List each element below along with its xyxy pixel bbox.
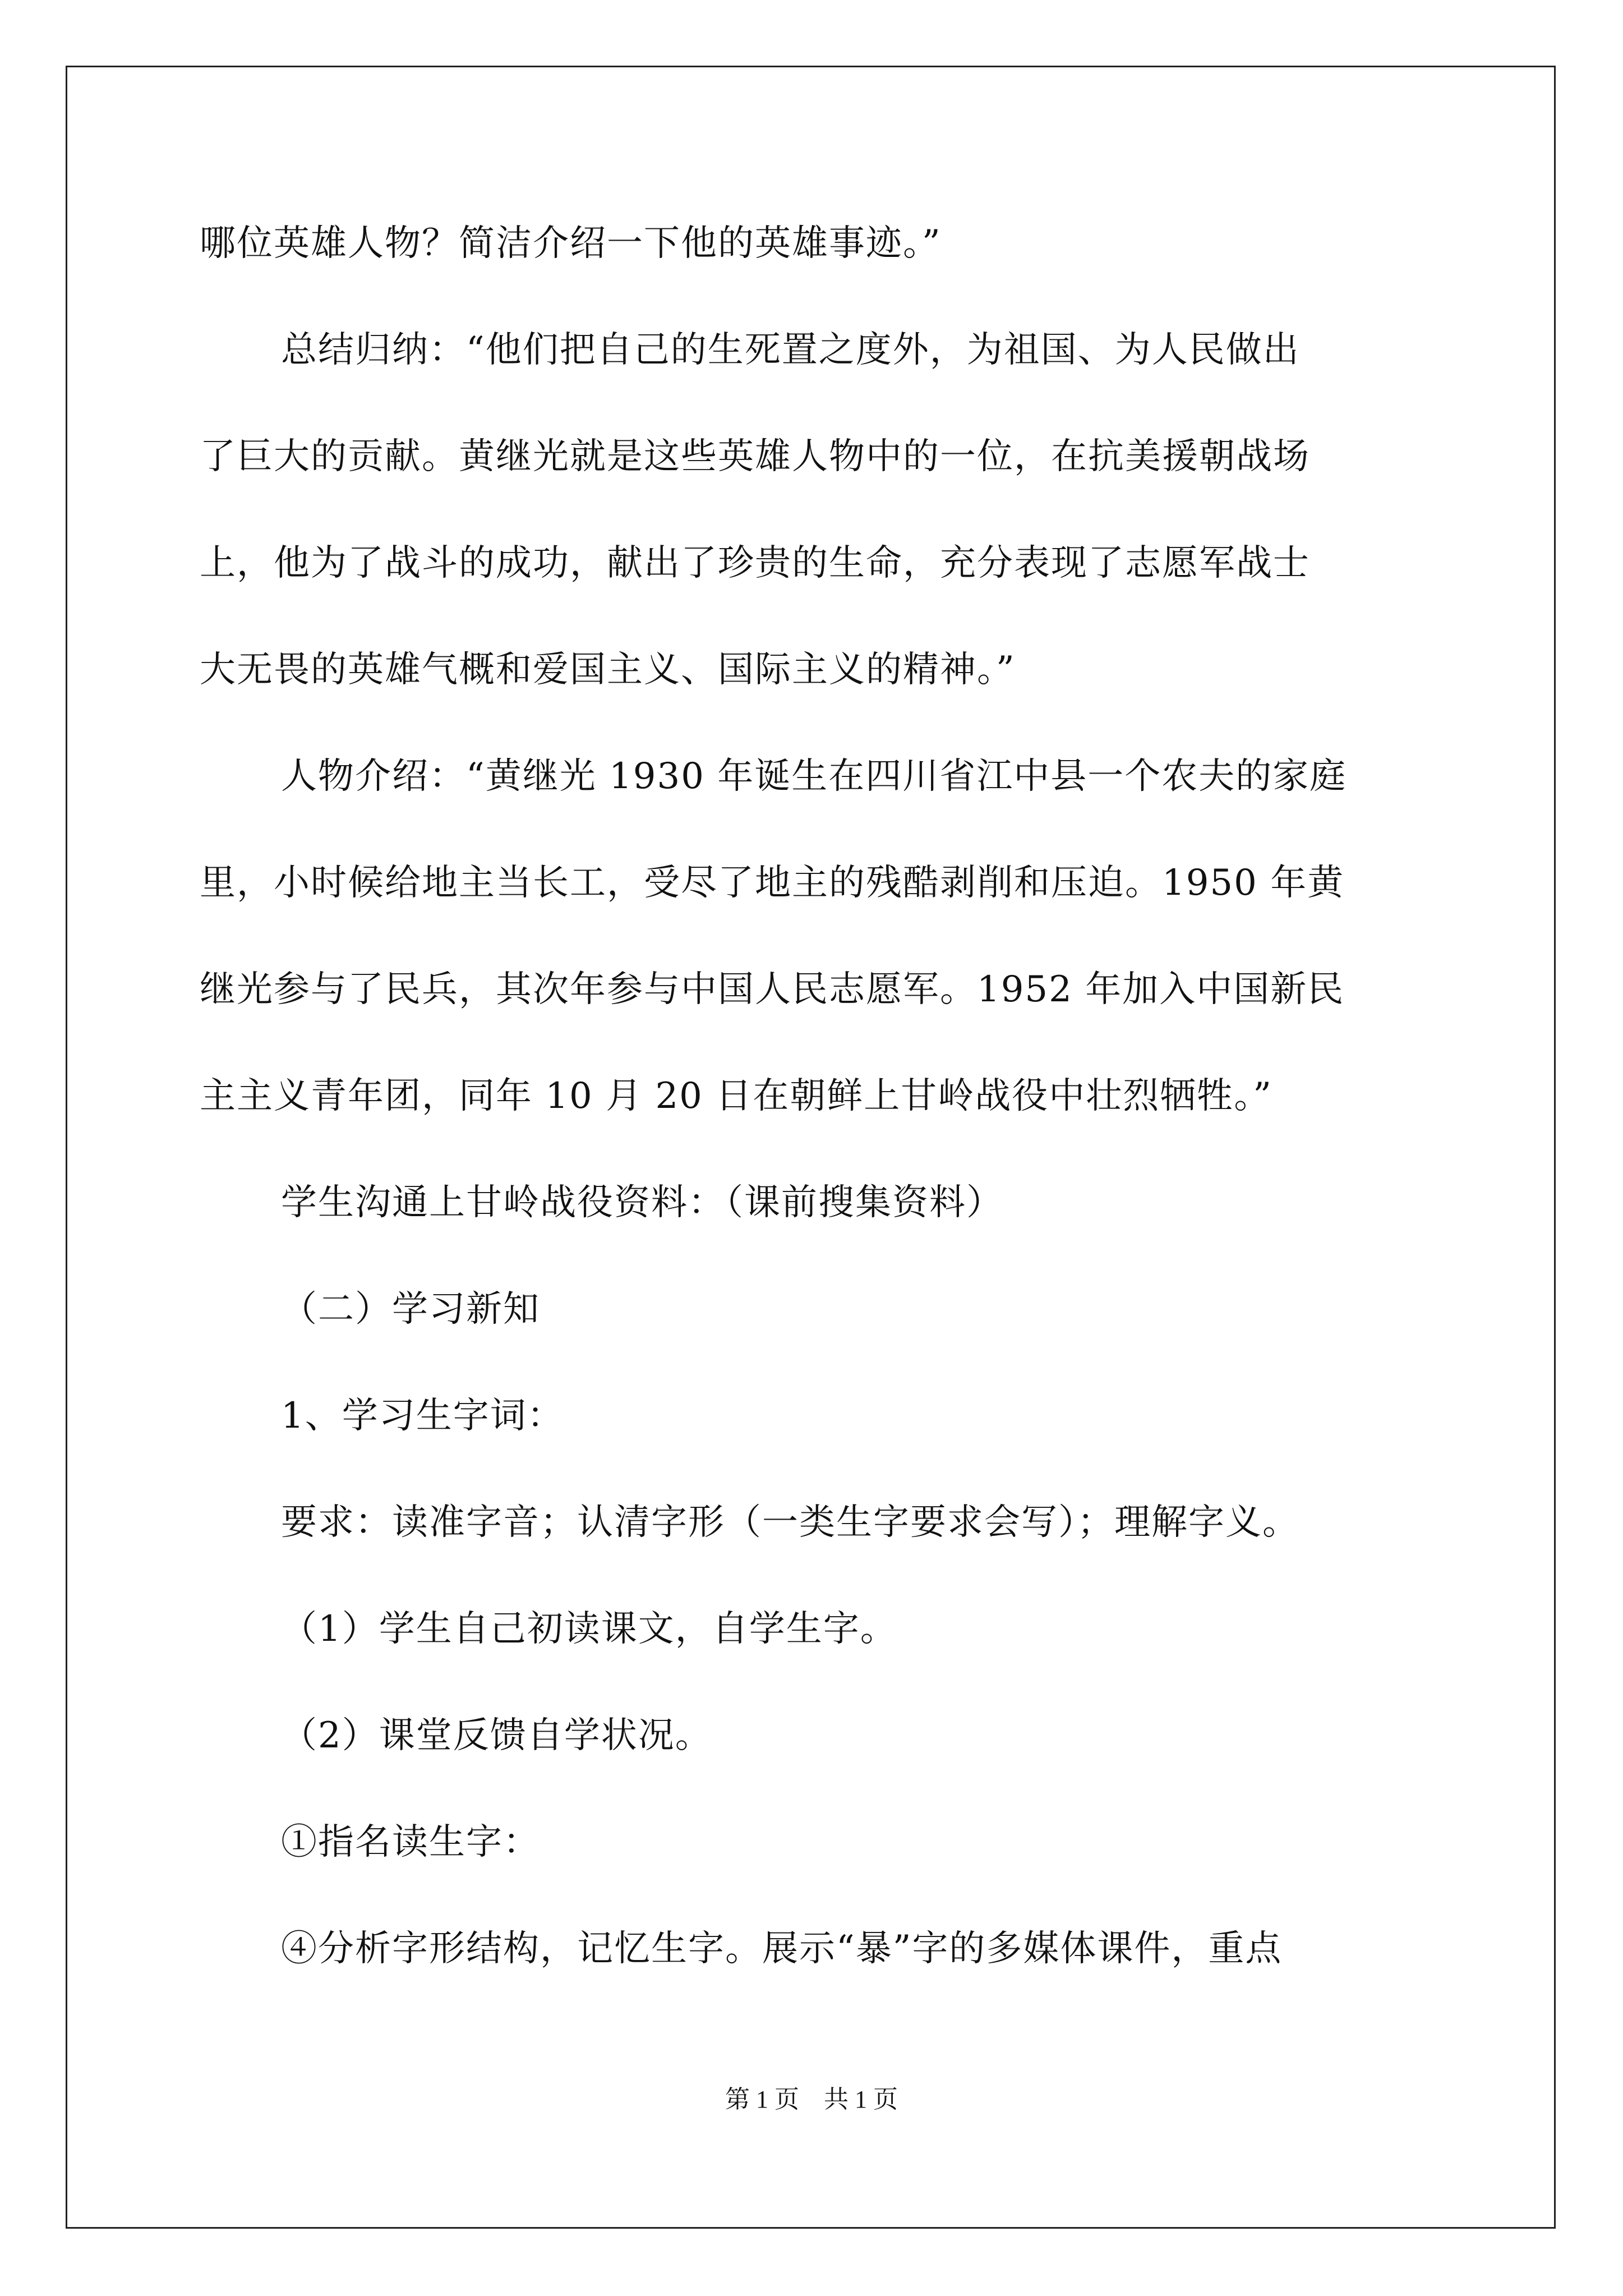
text-line: 继光参与了民兵，其次年参与中国人民志愿军。1952 年加入中国新民 bbox=[200, 969, 1345, 1010]
text-line: 主主义青年团，同年 10 月 20 日在朝鲜上甘岭战役中壮烈牺牲。” bbox=[200, 1075, 1272, 1117]
list-item: ①指名读生字： bbox=[281, 1821, 540, 1863]
requirements-line: 要求：读准字音；认清字形（一类生字要求会写）；理解字义。 bbox=[281, 1502, 1299, 1543]
page-footer: 第 1 页 共 1 页 bbox=[725, 2086, 898, 2113]
section-heading: （二）学习新知 bbox=[281, 1289, 540, 1330]
text-line: 大无畏的英雄气概和爱国主义、国际主义的精神。” bbox=[200, 649, 1016, 691]
page-border bbox=[66, 66, 1556, 2229]
list-item: （2）课堂反馈自学状况。 bbox=[281, 1715, 712, 1756]
subsection-heading: 1、学习生字词： bbox=[281, 1395, 564, 1437]
paragraph-exchange: 学生沟通上甘岭战役资料：（课前搜集资料） bbox=[281, 1182, 1003, 1223]
text-line: 上，他为了战斗的成功，献出了珍贵的生命，充分表现了志愿军战士 bbox=[200, 542, 1310, 584]
text-line: 了巨大的贡献。黄继光就是这些英雄人物中的一位，在抗美援朝战场 bbox=[200, 436, 1310, 477]
text-line: 里，小时候给地主当长工，受尽了地主的残酷剥削和压迫。1950 年黄 bbox=[200, 862, 1345, 904]
list-item: ④分析字形结构，记忆生字。展示“暴”字的多媒体课件，重点 bbox=[281, 1928, 1283, 1970]
paragraph-summary: 总结归纳：“他们把自己的生死置之度外，为祖国、为人民做出 bbox=[281, 329, 1300, 371]
paragraph-character-intro: 人物介绍：“黄继光 1930 年诞生在四川省江中县一个农夫的家庭 bbox=[281, 756, 1347, 797]
list-item: （1）学生自己初读课文，自学生字。 bbox=[281, 1608, 897, 1650]
text-line: 哪位英雄人物？简洁介绍一下他的英雄事迹。” bbox=[200, 223, 942, 264]
